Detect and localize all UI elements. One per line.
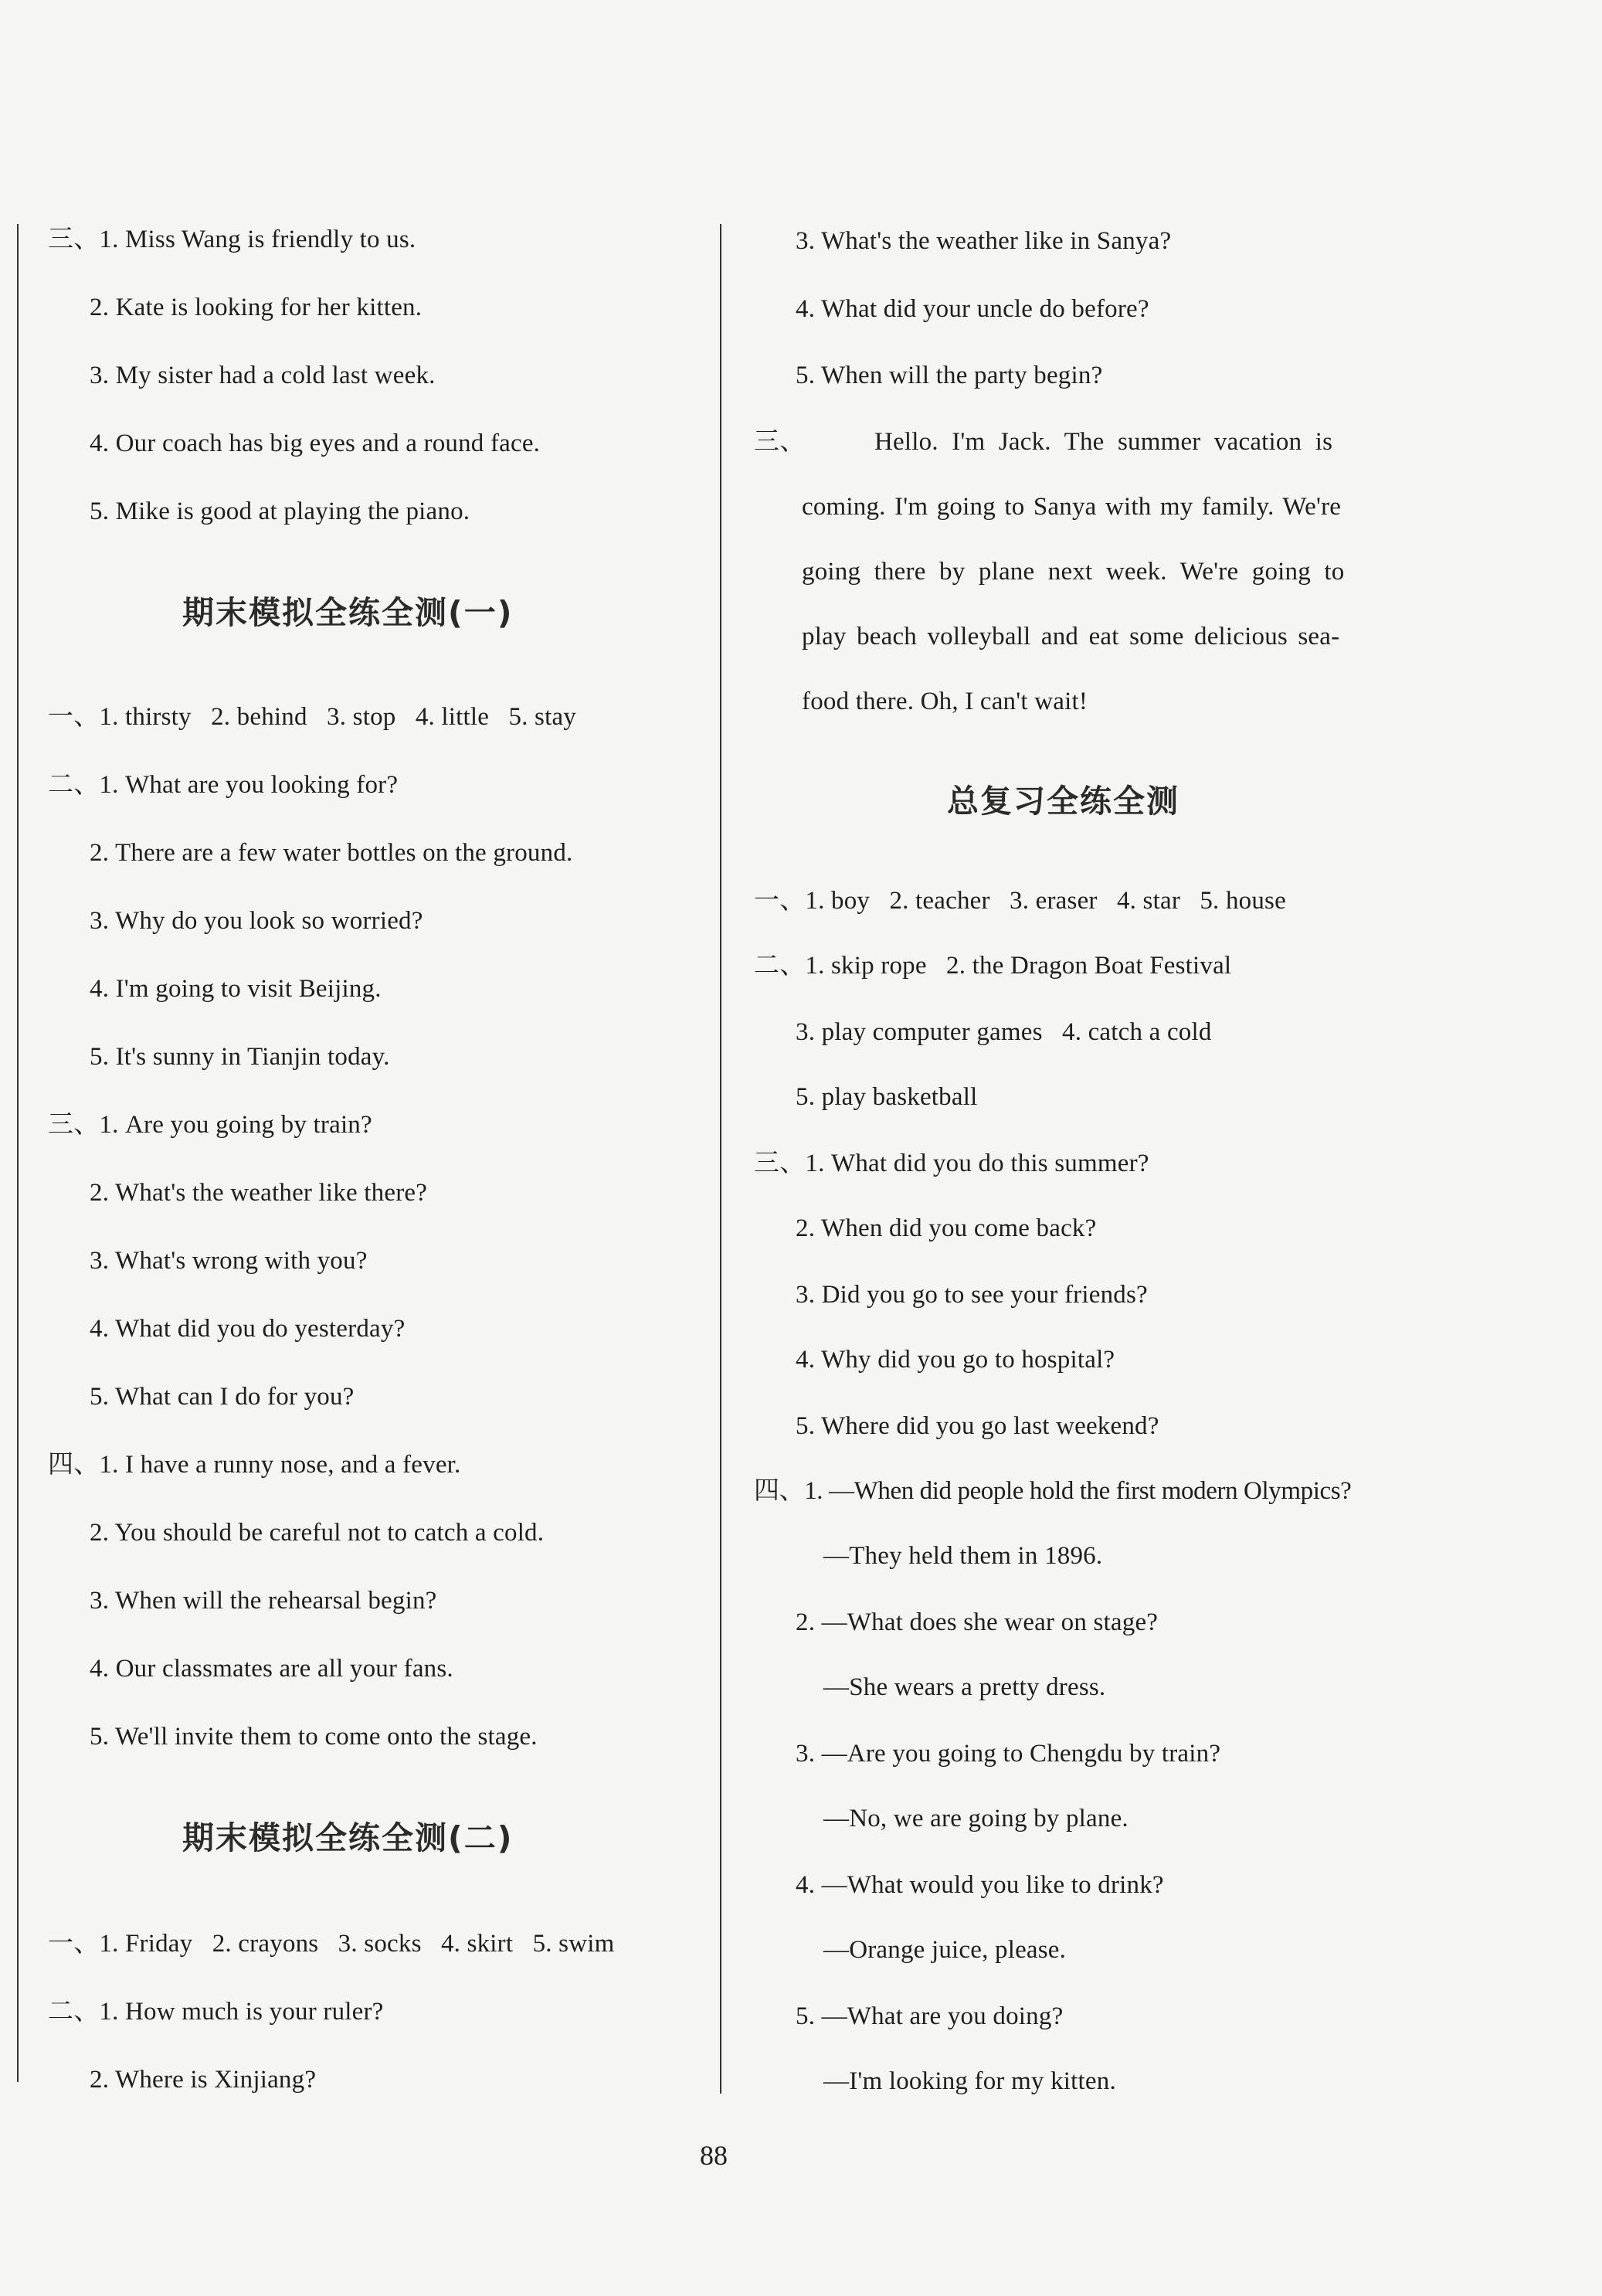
answer-line: 二、1. How much is your ruler? <box>48 1998 384 2026</box>
answer-line: 2. Where is Xinjiang? <box>90 2066 317 2094</box>
answer-line: 4. Our coach has big eyes and a round face. <box>90 430 541 457</box>
answer-line: 2. What's the weather like there? <box>90 1179 428 1207</box>
answer-line: 4. What did you do yesterday? <box>90 1315 406 1343</box>
answer-line: 5. —What are you doing? <box>796 2002 1064 2030</box>
passage-line: coming. I'm going to Sanya with my family. We're <box>802 493 1342 521</box>
section-heading-final-exam-1: 期末模拟全练全测(一) <box>182 594 514 631</box>
answer-line: 4. I'm going to visit Beijing. <box>90 975 382 1003</box>
answer-line: 5. We'll invite them to come onto the stage. <box>90 1723 538 1751</box>
column-divider <box>720 224 721 2094</box>
passage-line: going there by plane next week. We're going to <box>802 558 1345 586</box>
answer-line: 5. When will the party begin? <box>796 362 1103 389</box>
answer-line: 4. Our classmates are all your fans. <box>90 1655 453 1683</box>
answer-line: 5. Where did you go last weekend? <box>796 1412 1159 1440</box>
section-heading-final-exam-2: 期末模拟全练全测(二) <box>182 1819 514 1856</box>
answer-line: 二、1. What are you looking for? <box>48 771 399 799</box>
answer-line: 3. Why do you look so worried? <box>90 907 423 935</box>
answer-line: 5. What can I do for you? <box>90 1383 355 1411</box>
passage-line: play beach volleyball and eat some delicious sea- <box>802 623 1340 650</box>
answer-line: 4. Why did you go to hospital? <box>796 1346 1115 1374</box>
answer-line: 4. What did your uncle do before? <box>796 295 1149 323</box>
passage-line: food there. Oh, I can't wait! <box>802 688 1088 715</box>
answer-line: 一、1. boy 2. teacher 3. eraser 4. star 5. house <box>754 887 1286 915</box>
answer-line: 四、1. I have a runny nose, and a fever. <box>48 1451 461 1479</box>
passage-line: Hello. I'm Jack. The summer vacation is <box>874 428 1333 456</box>
answer-line: —I'm looking for my kitten. <box>823 2067 1116 2095</box>
page-number: 88 <box>700 2140 728 2171</box>
answer-line: 2. You should be careful not to catch a cold. <box>90 1519 545 1547</box>
section-heading-general-review: 总复习全练全测 <box>947 783 1179 820</box>
answer-line: 3. What's the weather like in Sanya? <box>796 227 1172 255</box>
answer-line: 5. play basketball <box>796 1083 978 1111</box>
answer-line: —They held them in 1896. <box>823 1542 1103 1570</box>
answer-line: 三、1. Miss Wang is friendly to us. <box>48 226 416 253</box>
answer-line: 3. Did you go to see your friends? <box>796 1281 1148 1309</box>
answer-line: 3. —Are you going to Chengdu by train? <box>796 1740 1221 1768</box>
answer-line: —She wears a pretty dress. <box>823 1673 1106 1701</box>
answer-line: 三、1. What did you do this summer? <box>754 1150 1149 1177</box>
left-margin-rule <box>17 224 19 2082</box>
answer-line: 四、1. —When did people hold the first modern Olympics? <box>754 1477 1352 1505</box>
answer-line: 3. What's wrong with you? <box>90 1247 368 1275</box>
answer-line: —No, we are going by plane. <box>823 1805 1129 1832</box>
answer-line: 一、1. thirsty 2. behind 3. stop 4. little 5. stay <box>48 703 577 731</box>
answer-line: 5. It's sunny in Tianjin today. <box>90 1043 390 1071</box>
answer-line: —Orange juice, please. <box>823 1936 1067 1964</box>
answer-line: 二、1. skip rope 2. the Dragon Boat Festival <box>754 952 1232 980</box>
answer-line: 3. When will the rehearsal begin? <box>90 1587 437 1615</box>
answer-line: 3. My sister had a cold last week. <box>90 362 436 389</box>
answer-line: 三、1. Are you going by train? <box>48 1111 372 1139</box>
answer-line: 2. There are a few water bottles on the ground. <box>90 839 573 867</box>
answer-line: 4. —What would you like to drink? <box>796 1871 1164 1899</box>
section-label: 三、 <box>754 428 806 456</box>
answer-line: 2. Kate is looking for her kitten. <box>90 294 423 321</box>
answer-line: 2. When did you come back? <box>796 1214 1097 1242</box>
answer-line: 3. play computer games 4. catch a cold <box>796 1018 1212 1046</box>
answer-line: 2. —What does she wear on stage? <box>796 1608 1159 1636</box>
answer-line: 5. Mike is good at playing the piano. <box>90 498 470 525</box>
answer-line: 一、1. Friday 2. crayons 3. socks 4. skirt 5. swim <box>48 1930 615 1958</box>
